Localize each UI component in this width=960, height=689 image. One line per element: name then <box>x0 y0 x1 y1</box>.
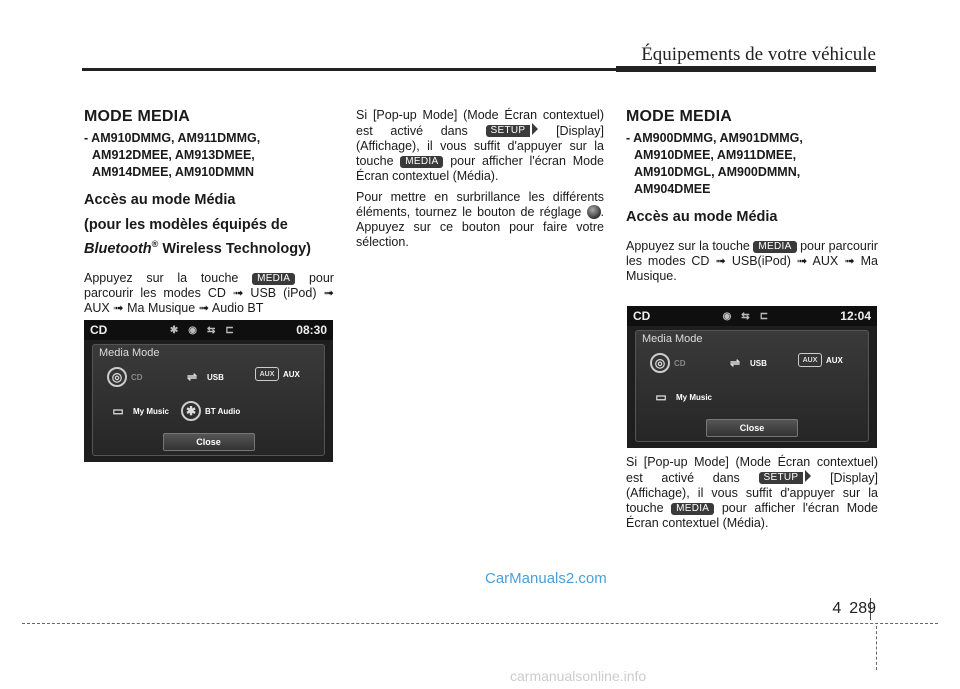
media-key-badge: MEDIA <box>252 273 295 285</box>
footer-vertical-rule <box>876 626 877 670</box>
close-button[interactable]: Close <box>706 419 798 437</box>
media-mode-panel <box>92 344 325 456</box>
clock: 08:30 <box>296 323 327 337</box>
text: pour afficher l'écran Mode Écran contextuel (Média). <box>626 501 878 530</box>
option-label: CD <box>131 372 143 382</box>
page-header-title: Équipements de votre véhicule <box>641 44 876 65</box>
option-cd[interactable] <box>107 367 143 387</box>
page-number <box>832 600 876 618</box>
paragraph <box>626 455 878 531</box>
aux-icon: ⊏ <box>225 324 234 336</box>
media-mode-screen <box>627 306 877 448</box>
disc-icon: ◉ <box>188 324 197 336</box>
usb-icon: ⇌ <box>186 370 198 384</box>
model-line: AM904DMEE <box>634 182 711 196</box>
bluetooth-word: Bluetooth <box>84 240 152 257</box>
setup-label: SETUP <box>759 472 804 484</box>
source-label: CD <box>633 309 651 323</box>
arrow-right-icon <box>532 123 538 135</box>
text: [Display] (Affichage), il vous suffit d'appuyer sur la touche <box>626 471 878 515</box>
watermark-link[interactable]: CarManuals2.com <box>485 570 607 587</box>
status-bar <box>84 320 333 340</box>
model-line: AM912DMEE, AM913DMEE, <box>92 148 255 162</box>
text: Appuyez sur la touche <box>84 270 239 285</box>
disc-icon: ◉ <box>722 310 732 322</box>
setup-label: SETUP <box>486 125 531 137</box>
setup-key-badge <box>486 123 539 138</box>
option-label: AUX <box>826 355 843 365</box>
footer-rule <box>22 623 938 624</box>
model-line: - AM910DMMG, AM911DMMG, <box>84 131 261 145</box>
text: Pour mettre en surbrillance les différents éléments, tournez le bouton de réglage <box>356 190 604 219</box>
subheading-bluetooth <box>84 216 334 259</box>
bottom-watermark: carmanualsonline.info <box>510 668 647 684</box>
text: . Appuyez sur ce bouton pour faire votre sélection. <box>356 205 604 249</box>
section-heading: MODE MEDIA <box>626 108 732 125</box>
arrow-right-icon <box>805 470 811 482</box>
text: [Display] (Affichage), il vous suffit d'appuyer sur la touche <box>356 124 604 168</box>
section-heading: MODE MEDIA <box>84 108 190 125</box>
cd-icon: ◎ <box>650 353 670 373</box>
page-number-value: 289 <box>849 600 876 617</box>
option-usb[interactable] <box>724 353 767 373</box>
option-my-music[interactable] <box>650 387 714 407</box>
subheading-text: Wireless Technology) <box>158 240 311 257</box>
option-label: My Music <box>133 406 170 416</box>
folder-music-icon: ▭ <box>112 404 124 418</box>
model-line: AM910DMEE, AM911DMEE, <box>634 148 797 162</box>
header-rule-accent <box>616 66 876 72</box>
close-button[interactable]: Close <box>163 433 255 451</box>
media-key-badge: MEDIA <box>671 503 714 515</box>
option-my-music[interactable] <box>107 401 171 421</box>
paragraph <box>84 271 334 316</box>
option-label: USB <box>750 358 767 368</box>
model-list <box>626 130 878 198</box>
model-line: AM914DMEE, AM910DMMN <box>92 165 255 179</box>
text: Si [Pop-up Mode] (Mode Écran contextuel) est activé dans <box>356 108 604 138</box>
option-bt-audio[interactable] <box>181 401 245 421</box>
chapter-number: 4 <box>832 600 842 617</box>
subheading-access: Accès au mode Média <box>626 209 778 225</box>
option-label: AUX <box>283 369 300 379</box>
setup-key-badge <box>759 470 812 485</box>
media-mode-screen <box>84 320 333 462</box>
aux-icon: ⊏ <box>759 310 769 322</box>
option-cd[interactable] <box>650 353 686 373</box>
clock: 12:04 <box>840 309 871 323</box>
registered-mark: ® <box>151 239 159 249</box>
subheading-text: (pour les modèles équipés de <box>84 217 288 233</box>
column-left <box>84 108 334 316</box>
column-right <box>626 108 878 284</box>
usb-icon: ⇌ <box>729 356 741 370</box>
option-label: CD <box>674 358 686 368</box>
media-key-badge: MEDIA <box>753 241 796 253</box>
model-line: AM910DMGL, AM900DMMN, <box>634 165 801 179</box>
subheading-access: Accès au mode Média <box>84 192 236 208</box>
status-bar <box>627 306 877 326</box>
cd-icon: ◎ <box>107 367 127 387</box>
text: Si [Pop-up Mode] (Mode Écran contextuel) est activé dans <box>626 455 878 485</box>
folder-music-icon: ▭ <box>655 390 667 404</box>
source-label: CD <box>90 323 108 337</box>
panel-title: Media Mode <box>642 333 703 345</box>
model-list <box>84 130 334 181</box>
text: pour parcourir les modes CD ➟ USB (iPod) ➟ AUX ➟ Ma Musique ➟ Audio BT <box>84 270 334 315</box>
bluetooth-icon: ✱ <box>169 324 179 336</box>
media-mode-panel <box>635 330 869 442</box>
paragraph <box>356 108 604 184</box>
aux-icon: AUX <box>798 353 822 367</box>
option-label: My Music <box>676 392 713 402</box>
paragraph <box>626 239 878 284</box>
usb-icon: ⇆ <box>206 324 216 336</box>
text: pour parcourir les modes CD ➟ USB(iPod) ➟ AUX ➟ Ma Musique. <box>626 239 878 283</box>
status-icons <box>650 311 840 322</box>
paragraph <box>356 190 604 250</box>
usb-icon: ⇆ <box>741 310 750 322</box>
column-middle <box>356 108 604 250</box>
text: pour afficher l'écran Mode Écran contextuel (Média). <box>356 154 604 183</box>
option-label: USB <box>207 372 224 382</box>
option-usb[interactable] <box>181 367 224 387</box>
column-right-lower <box>626 455 878 531</box>
bluetooth-icon: ✱ <box>181 401 201 421</box>
panel-title: Media Mode <box>99 347 160 359</box>
text: Appuyez sur la touche <box>626 239 750 253</box>
tune-knob-icon <box>587 205 601 219</box>
option-aux[interactable] <box>798 353 843 367</box>
option-label: BT Audio <box>205 406 241 416</box>
model-line: - AM900DMMG, AM901DMMG, <box>626 131 803 145</box>
status-icons <box>107 325 296 336</box>
option-aux[interactable] <box>255 367 300 381</box>
aux-icon: AUX <box>255 367 279 381</box>
media-key-badge: MEDIA <box>400 156 443 168</box>
